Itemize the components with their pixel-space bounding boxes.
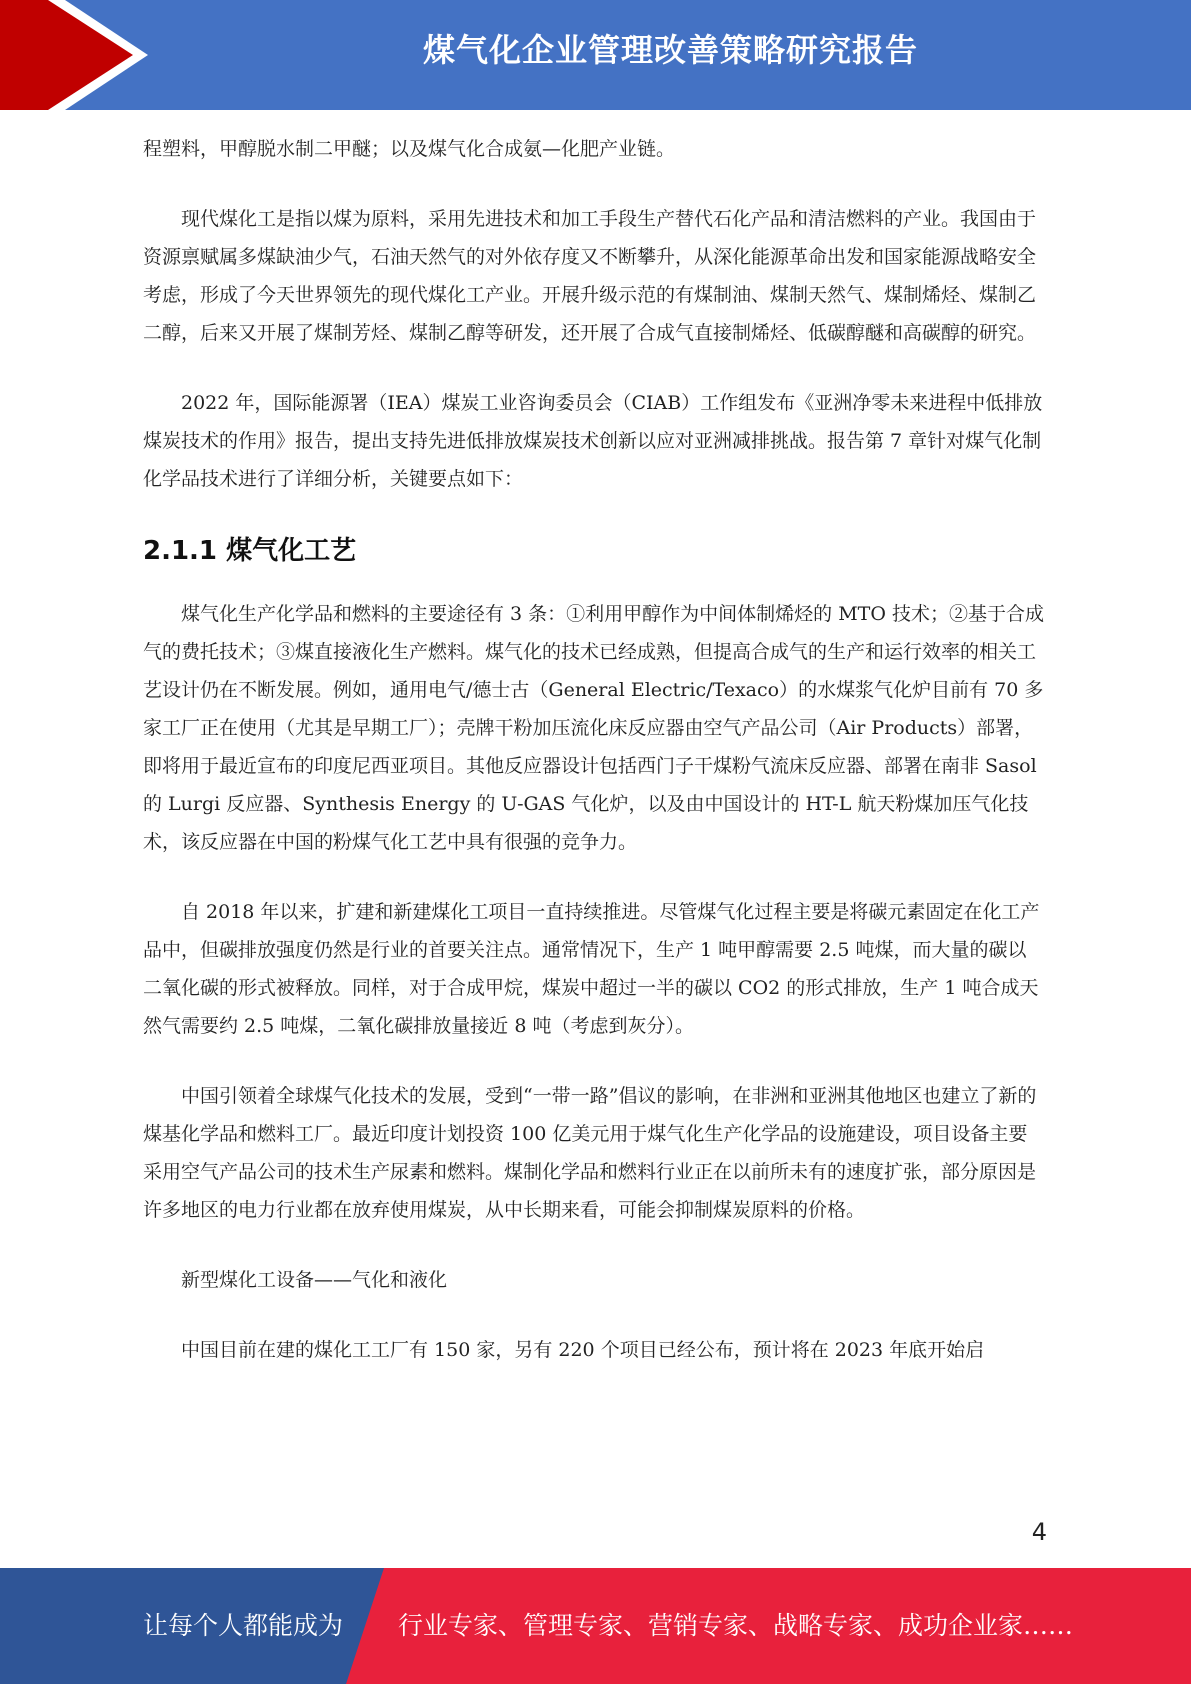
paragraph: 2022 年，国际能源署（IEA）煤炭工业咨询委员会（CIAB）工作组发布《亚洲净零未来进程中低排放煤炭技术的作用》报告，提出支持先进低排放煤炭技术创新以应对亚洲减排挑战。报告第 7 章针对煤气化制化学品技术进行了详细分析，关键要点如下：	[143, 392, 1043, 490]
section-heading: 2.1.1 煤气化工艺	[143, 536, 357, 566]
paragraph: 自 2018 年以来，扩建和新建煤化工项目一直持续推进。尽管煤气化过程主要是将碳元素固定在化工产品中，但碳排放强度仍然是行业的首要关注点。通常情况下，生产 1 吨甲醇需要 2.5 吨煤，而大量的碳以二氧化碳的形式被释放。同样，对于合成甲烷，煤炭中超过一半的碳以 CO2 的形式排放，生产 1 吨合成天然气需要约 2.5 吨煤，二氧化碳排放量接近 8 吨（考虑到灰分）。	[143, 901, 1040, 1037]
paragraph: 中国引领着全球煤气化技术的发展，受到“一带一路”倡议的影响，在非洲和亚洲其他地区也建立了新的煤基化学品和燃料工厂。最近印度计划投资 100 亿美元用于煤气化生产化学品的设施建设，项目设备主要采用空气产品公司的技术生产尿素和燃料。煤制化学品和燃料行业正在以前所未有的速度扩张，部分原因是许多地区的电力行业都在放弃使用煤炭，从中长期来看，可能会抑制煤炭原料的价格。	[143, 1085, 1037, 1221]
page-header	[0, 0, 1191, 110]
footer-slogan-right: 行业专家、管理专家、营销专家、战略专家、成功企业家……	[398, 1611, 1074, 1640]
footer-slogan-left: 让每个人都能成为	[143, 1611, 344, 1640]
paragraph: 新型煤化工设备——气化和液化	[181, 1269, 448, 1291]
page-number: 4	[1031, 1518, 1047, 1546]
header-title: 煤气化企业管理改善策略研究报告	[422, 31, 918, 69]
header-chevron-red	[0, 0, 133, 110]
paragraph: 中国目前在建的煤化工工厂有 150 家，另有 220 个项目已经公布，预计将在 2023 年底开始启	[181, 1339, 985, 1361]
page-footer	[0, 1568, 1191, 1684]
paragraph: 程塑料，甲醇脱水制二甲醚；以及煤气化合成氨—化肥产业链。	[143, 138, 676, 160]
paragraph: 煤气化生产化学品和燃料的主要途径有 3 条：①利用甲醇作为中间体制烯烃的 MTO 技术；②基于合成气的费托技术；③煤直接液化生产燃料。煤气化的技术已经成熟，但提高合成气的生产和运行效率的相关工艺设计仍在不断发展。例如，通用电气/德士古（General Electric/Texaco）的水煤浆气化炉目前有 70 多家工厂正在使用（尤其是早期工厂）；壳牌干粉加压流化床反应器由空气产品公司（Air Products）部署，即将用于最近宣布的印度尼西亚项目。其他反应器设计包括西门子干煤粉气流床反应器、部署在南非 Sasol 的 Lurgi 反应器、Synthesis Energy 的 U-GAS 气化炉，以及由中国设计的 HT-L 航天粉煤加压气化技术，该反应器在中国的粉煤气化工艺中具有很强的竞争力。	[143, 603, 1044, 853]
paragraph: 现代煤化工是指以煤为原料，采用先进技术和加工手段生产替代石化产品和清洁燃料的产业。我国由于资源禀赋属多煤缺油少气，石油天然气的对外依存度又不断攀升，从深化能源革命出发和国家能源战略安全考虑，形成了今天世界领先的现代煤化工产业。开展升级示范的有煤制油、煤制天然气、煤制烯烃、煤制乙二醇，后来又开展了煤制芳烃、煤制乙醇等研发，还开展了合成气直接制烯烃、低碳醇醚和高碳醇的研究。	[143, 208, 1037, 344]
document-body	[143, 130, 1045, 1369]
